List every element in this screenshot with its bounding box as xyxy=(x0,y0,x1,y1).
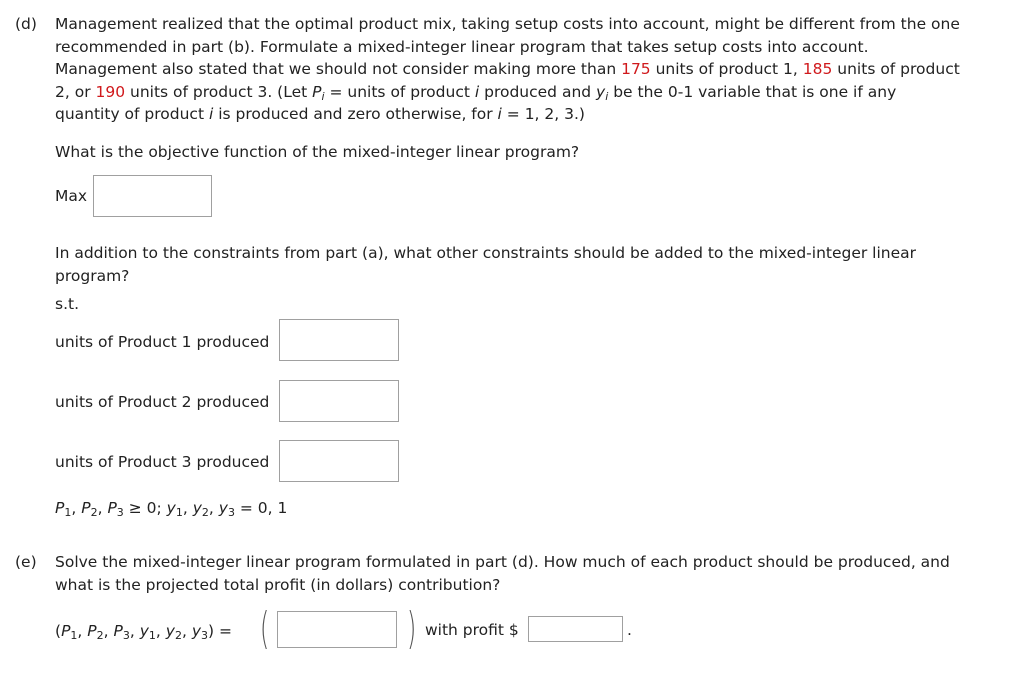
limit-product-3: 190 xyxy=(95,82,126,101)
st-label: s.t. xyxy=(55,295,80,313)
question-constraints: In addition to the constraints from part (a), what other constraints should be added to the mixed-integer linear program? xyxy=(55,244,917,285)
var-y-i: $y_i$ xyxy=(596,82,609,103)
left-paren: ( xyxy=(259,603,270,654)
constraint-3-input[interactable] xyxy=(279,440,399,482)
with-profit-label: with profit $ xyxy=(425,621,519,639)
part-d-line-5: quantity of product i is produced and zero otherwise, for i = 1, 2, 3.) xyxy=(55,105,585,123)
limit-product-1: 175 xyxy=(621,60,651,78)
right-paren: ) xyxy=(406,603,417,654)
limit-product-2: 185 xyxy=(802,60,833,78)
solution-tuple-label: ($P_1$, $P_2$, $P_3$, $y_1$, $y_2$, $y_3$) = xyxy=(55,622,232,642)
part-e-question: Solve the mixed-integer linear program formulated in part (d). How much of each product should be produced, and what is the projected total profit (in dollars) contribution? xyxy=(55,553,950,594)
constraint-2-label: units of Product 2 produced xyxy=(55,393,270,411)
solution-input[interactable] xyxy=(277,611,397,648)
part-d-line-1: Management realized that the optimal product mix, taking setup costs into account, might be different from the one xyxy=(55,15,960,33)
question-objective: What is the objective function of the mixed-integer linear program? xyxy=(55,143,580,161)
nonnegativity-constraint: $P_1$, $P_2$, $P_3 \ge 0$; $y_1$, $y_2$, $y_3 = 0$, 1 xyxy=(55,499,288,519)
part-d-line-3: Management also stated that we should not consider making more than 175 units of product 1, 185 units of product xyxy=(55,60,960,78)
part-d-line-2: recommended in part (b). Formulate a mixed-integer linear program that takes setup costs into account. xyxy=(55,37,869,56)
constraint-1-input[interactable] xyxy=(279,319,399,361)
constraint-1-label: units of Product 1 produced xyxy=(55,333,270,351)
var-p-i: $P_i$ xyxy=(312,82,325,103)
part-d-label: (d) xyxy=(15,15,37,33)
objective-input[interactable] xyxy=(93,175,212,217)
profit-input[interactable] xyxy=(528,616,623,642)
period: . xyxy=(627,621,632,639)
constraint-3-label: units of Product 3 produced xyxy=(55,453,270,471)
part-e-label: (e) xyxy=(15,553,37,571)
part-d-paragraph xyxy=(55,13,1015,126)
constraint-2-input[interactable] xyxy=(279,380,399,422)
max-label: Max xyxy=(55,187,88,205)
part-d-line-4: 2, or 190 units of product 3. (Let $P_i$ = units of product i produced and $y_i$ be the 0-1 variable that is one if any xyxy=(55,82,897,103)
